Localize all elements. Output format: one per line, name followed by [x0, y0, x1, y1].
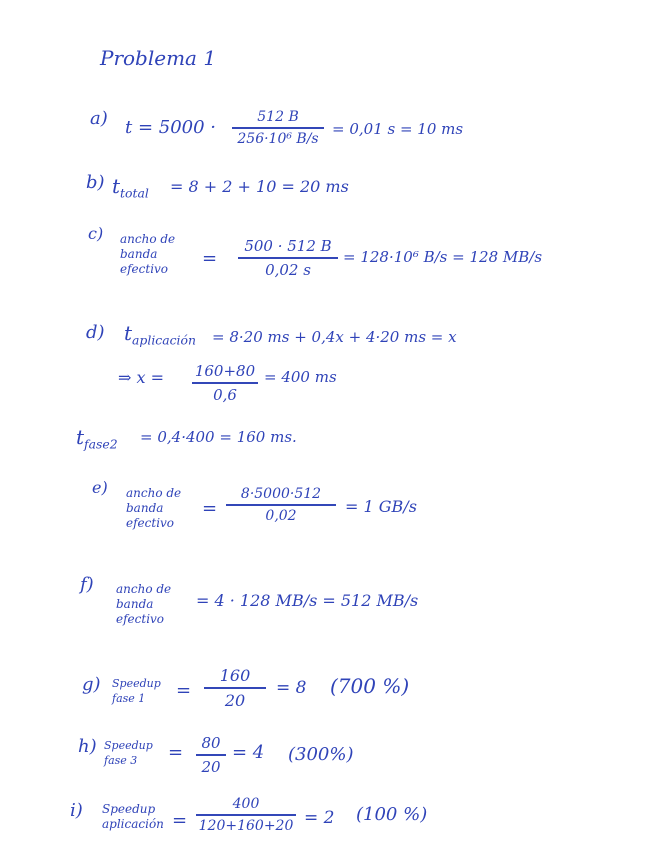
label-b: b) — [86, 172, 105, 193]
d-denominator: 0,6 — [213, 385, 237, 404]
e-text-line-2: banda — [126, 501, 164, 515]
e-text — [126, 486, 181, 531]
d-lhs-sub: aplicación — [132, 332, 196, 348]
h-text-line-1: Speedup — [104, 739, 153, 752]
g-denominator: 20 — [224, 690, 246, 710]
i-text-line-2: aplicación — [102, 817, 164, 831]
label-c: c) — [88, 224, 104, 243]
i-percent: (100 %) — [356, 804, 428, 825]
c-text-line-2: banda — [120, 247, 158, 261]
e-text-line-3: efectivo — [126, 516, 175, 530]
h-fraction — [196, 734, 226, 776]
d-lhs-main: t — [124, 321, 133, 345]
a-fraction — [232, 109, 324, 147]
g-text-line-1: Speedup — [112, 677, 161, 690]
d-lhs — [124, 321, 196, 347]
i-text-line-1: Speedup — [102, 802, 156, 816]
label-d: d) — [86, 322, 105, 343]
a-rhs: = 0,01 s = 10 ms — [332, 120, 464, 138]
g-numerator: 160 — [219, 666, 251, 685]
b-rhs: = 8 + 2 + 10 = 20 ms — [170, 177, 349, 196]
d-fase2-sub: fase2 — [84, 436, 118, 452]
d-fase2-lhs — [76, 425, 118, 451]
b-lhs-main: t — [112, 174, 121, 198]
e-equals: = — [202, 498, 218, 519]
c-rhs: = 128·10⁶ B/s = 128 MB/s — [343, 248, 543, 266]
c-equals: = — [202, 248, 218, 269]
label-f: f) — [80, 574, 94, 595]
f-text — [116, 582, 171, 627]
i-equals: = — [172, 810, 188, 831]
c-numerator: 500 · 512 B — [244, 237, 332, 255]
g-percent: (700 %) — [330, 674, 410, 698]
h-numerator: 80 — [201, 734, 221, 752]
a-fraction-bar — [232, 127, 324, 129]
i-fraction-bar — [196, 814, 296, 816]
h-percent: (300%) — [288, 744, 354, 765]
c-denominator: 0,02 s — [265, 260, 311, 279]
h-text-line-2: fase 3 — [104, 754, 138, 767]
e-fraction-bar — [226, 504, 336, 506]
i-numerator: 400 — [232, 796, 260, 812]
b-lhs — [112, 174, 149, 200]
c-fraction — [238, 237, 338, 279]
e-denominator: 0,02 — [265, 507, 297, 524]
i-text — [102, 802, 164, 832]
h-denominator: 20 — [201, 757, 221, 776]
f-text-line-2: banda — [116, 597, 154, 611]
h-equals: = — [168, 742, 184, 763]
i-rhs: = 2 — [304, 808, 335, 828]
d-numerator: 160+80 — [194, 362, 256, 380]
e-numerator: 8·5000·512 — [240, 486, 322, 502]
i-denominator: 120+160+20 — [198, 817, 294, 834]
h-fraction-bar — [196, 754, 226, 756]
g-rhs: = 8 — [276, 678, 307, 698]
label-h: h) — [78, 736, 97, 757]
e-text-line-1: ancho de — [126, 486, 182, 500]
g-equals: = — [176, 680, 192, 701]
g-fraction — [204, 666, 266, 710]
d-implication: ⇒ x = — [118, 368, 165, 387]
g-fraction-bar — [204, 687, 266, 689]
c-text-line-3: efectivo — [120, 262, 169, 276]
d-fraction-bar — [192, 382, 258, 384]
page-title: Problema 1 — [100, 46, 217, 70]
a-lhs: t = 5000 · — [125, 117, 217, 138]
label-e: e) — [92, 478, 108, 497]
h-rhs: = 4 — [232, 742, 265, 763]
a-numerator: 512 B — [257, 109, 299, 125]
a-denominator: 256·10⁶ B/s — [237, 130, 319, 147]
d-rhs: = 8·20 ms + 0,4x + 4·20 ms = x — [212, 328, 457, 346]
d-fraction — [192, 362, 258, 404]
c-fraction-bar — [238, 257, 338, 259]
e-rhs: = 1 GB/s — [345, 497, 417, 516]
h-text — [104, 738, 153, 768]
label-i: i) — [70, 800, 83, 821]
i-fraction — [196, 796, 296, 834]
d-fase2-main: t — [76, 425, 85, 449]
g-text-line-2: fase 1 — [112, 692, 146, 705]
e-fraction — [226, 486, 336, 524]
f-text-line-3: efectivo — [116, 612, 165, 626]
d-fase2-rhs: = 0,4·400 = 160 ms. — [140, 428, 297, 446]
b-lhs-sub: total — [120, 185, 149, 201]
f-text-line-1: ancho de — [116, 582, 172, 596]
c-text-line-1: ancho de — [120, 232, 176, 246]
label-a: a) — [90, 108, 108, 129]
label-g: g) — [82, 674, 101, 695]
g-text — [112, 676, 161, 706]
f-rhs: = 4 · 128 MB/s = 512 MB/s — [196, 591, 419, 610]
c-text — [120, 232, 175, 277]
d-implication-rhs: = 400 ms — [264, 368, 337, 386]
